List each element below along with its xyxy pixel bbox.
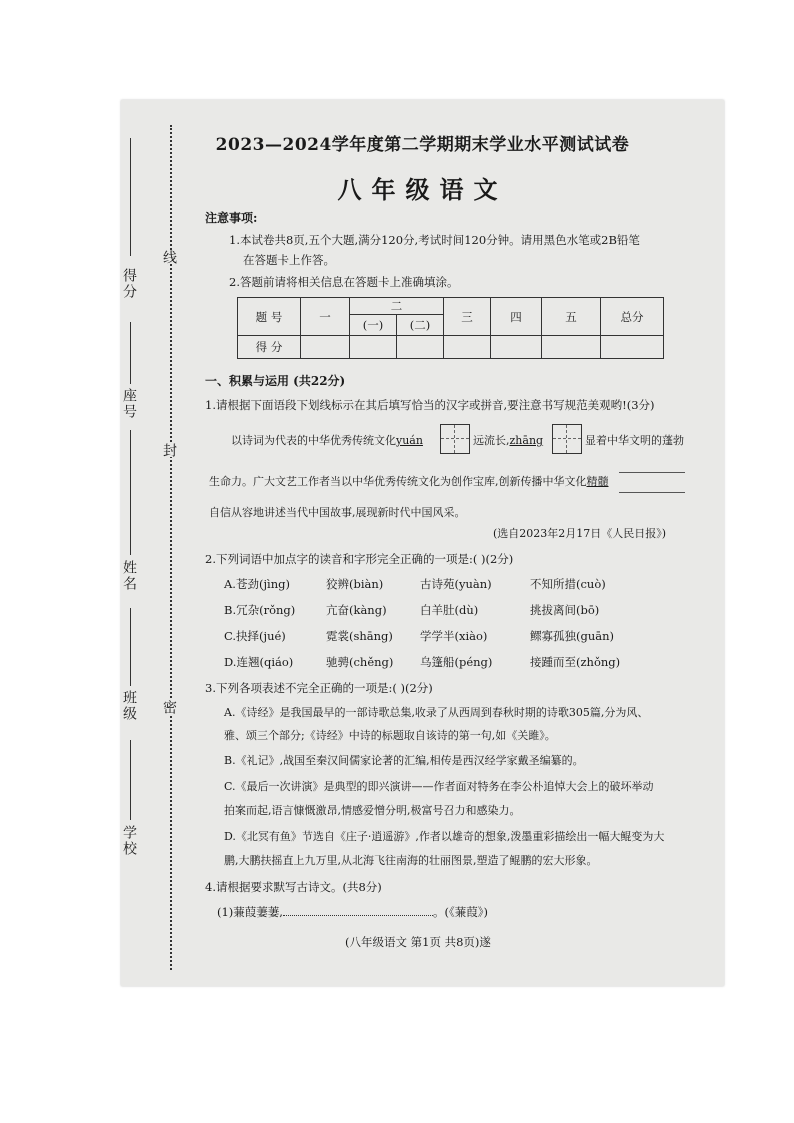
q2-c-1: C.抉择(jué) <box>224 629 286 643</box>
q4-line1-prefix: (1)蒹葭萋萋, <box>217 905 283 919</box>
q1-answer-line-top[interactable] <box>619 472 685 473</box>
q2-b-2: 亢奋(kàng) <box>326 603 387 617</box>
q1-text-d: 生命力。广大文艺工作者当以中华优秀传统文化为创作宝库,创新传播中华文化 <box>209 475 587 488</box>
q1-passage-line1b <box>473 433 543 449</box>
seal-char-line: 线 <box>161 250 177 264</box>
school-blank-line <box>130 740 131 820</box>
q4-stem: 4.请根据要求默写古诗文。(共8分) <box>205 880 382 894</box>
q1-stem: 1.请根据下面语段下划线标示在其后填写恰当的汉字或拼音,要注意书写规范美观哟!(3分) <box>205 398 655 412</box>
score-subcol-1: (一) <box>350 315 397 336</box>
q3-a-line2: 雅、颂三个部分;《诗经》中诗的标题取自该诗的第一句,如《关雎》。 <box>224 729 556 742</box>
score-col-5: 五 <box>542 298 601 336</box>
q1-source: (选自2023年2月17日《人民日报》) <box>493 527 667 540</box>
q3-d-line2: 鹏,大鹏扶摇直上九万里,从北海飞往南海的壮丽图景,塑造了鲲鹏的宏大形象。 <box>224 854 598 867</box>
seat-blank-line <box>130 322 131 384</box>
score-table-row-label: 题 号 <box>238 298 301 336</box>
q1-passage-line3: 自信从容地讲述当代中国故事,展现新时代中国风采。 <box>209 506 466 519</box>
q2-d-1: D.连翘(qiáo) <box>224 655 294 669</box>
exam-sheet <box>121 100 724 986</box>
class-blank-line <box>130 608 131 686</box>
q1-passage-line2 <box>209 474 609 490</box>
q2-d-4: 接踵而至(zhǒng) <box>530 655 621 669</box>
score-subcol-2: (二) <box>397 315 444 336</box>
page-footer: (八年级语文 第1页 共8页)遂 <box>345 935 491 949</box>
q2-c-4: 鳏寡孤独(guān) <box>530 629 615 643</box>
score-cell <box>350 336 397 359</box>
name-blank-line <box>130 430 131 555</box>
seal-char-mi: 密 <box>161 700 177 714</box>
q2-d-2: 驰骋(chěng) <box>326 655 394 669</box>
notes-item2: 2.答题前请将相关信息在答题卡上准确填涂。 <box>229 275 459 289</box>
score-col-total: 总分 <box>601 298 664 336</box>
score-col-3: 三 <box>444 298 491 336</box>
notes-item1-line1: 1.本试卷共8页,五个大题,满分120分,考试时间120分钟。请用黑色水笔或2B铅笔 <box>229 233 640 247</box>
q1-passage-line1 <box>231 433 423 449</box>
q2-c-2: 霓裳(shāng) <box>326 629 393 643</box>
q2-a-4: 不知所措(cuò) <box>530 577 606 591</box>
section1-heading: 一、积累与运用 (共22分) <box>205 374 346 388</box>
margin-seat-label: 座号 <box>121 388 137 420</box>
q2-b-4: 挑拔离间(bō) <box>530 603 600 617</box>
q4-answer-blank[interactable] <box>283 915 433 916</box>
q3-a-line1: A.《诗经》是我国最早的一部诗歌总集,收录了从西周到春秋时期的诗歌305篇,分为风、 <box>224 706 649 719</box>
q1-text-a: 以诗词为代表的中华优秀传统文化 <box>231 434 396 447</box>
q1-pinyin-2: zhāng <box>509 434 544 447</box>
margin-school-label: 学校 <box>121 825 137 857</box>
q3-b-line1: B.《礼记》,战国至秦汉间儒家论著的汇编,相传是西汉经学家戴圣编纂的。 <box>224 754 584 767</box>
q1-answer-grid-1[interactable] <box>440 424 470 454</box>
score-cell <box>301 336 350 359</box>
score-cell <box>491 336 542 359</box>
score-table-score-label: 得 分 <box>238 336 301 359</box>
margin-score-label: 得分 <box>121 268 137 300</box>
score-col-4: 四 <box>491 298 542 336</box>
q1-underlined-word: 精髓 <box>586 475 609 488</box>
exam-title: 2023—2024学年度第二学期期末学业水平测试试卷 <box>215 135 630 155</box>
score-cell <box>601 336 664 359</box>
q2-d-3: 乌篷船(péng) <box>420 655 493 669</box>
q4-line1-suffix: 。(《蒹葭》) <box>432 905 488 919</box>
notes-item1-line2: 在答题卡上作答。 <box>243 253 335 267</box>
q4-line1 <box>217 904 488 920</box>
seal-char-feng: 封 <box>161 443 177 457</box>
q2-a-1: A.苍劲(jìng) <box>224 577 290 591</box>
q3-d-line1: D.《北冥有鱼》节选自《庄子·逍遥游》,作者以雄奇的想象,泼墨重彩描绘出一幅大鲲变为大 <box>224 830 665 843</box>
q1-answer-line-bottom[interactable] <box>619 492 685 493</box>
q3-c-line1: C.《最后一次讲演》是典型的即兴演讲——作者面对特务在李公朴追悼大会上的破坏举动 <box>224 780 654 793</box>
q2-c-3: 学学半(xiào) <box>420 629 488 643</box>
score-col-1: 一 <box>301 298 350 336</box>
q2-b-1: B.冗杂(rǒng) <box>224 603 296 617</box>
q1-text-c: 显着中华文明的蓬勃 <box>585 434 684 447</box>
margin-class-label: 班级 <box>121 690 137 722</box>
q2-a-3: 古诗苑(yuàn) <box>420 577 492 591</box>
q2-b-3: 白羊肚(dù) <box>420 603 479 617</box>
q3-stem: 3.下列各项表述不完全正确的一项是:( )(2分) <box>205 681 433 695</box>
exam-subtitle: 八年级语文 <box>337 175 508 204</box>
q1-pinyin-1: yuán <box>396 434 423 447</box>
q1-answer-grid-2[interactable] <box>552 424 582 454</box>
q3-c-line2: 拍案而起,语言慷慨激昂,情感爱憎分明,极富号召力和感染力。 <box>224 804 521 817</box>
q1-text-b: 远流长, <box>473 434 510 447</box>
score-cell <box>542 336 601 359</box>
notes-heading: 注意事项: <box>205 211 258 225</box>
score-cell <box>444 336 491 359</box>
score-table <box>237 297 664 359</box>
margin-name-label: 姓名 <box>121 560 137 592</box>
q2-stem: 2.下列词语中加点字的读音和字形完全正确的一项是:( )(2分) <box>205 552 514 566</box>
score-cell <box>397 336 444 359</box>
score-col-2: 二 <box>350 298 444 315</box>
q2-a-2: 狡辨(biàn) <box>326 577 384 591</box>
